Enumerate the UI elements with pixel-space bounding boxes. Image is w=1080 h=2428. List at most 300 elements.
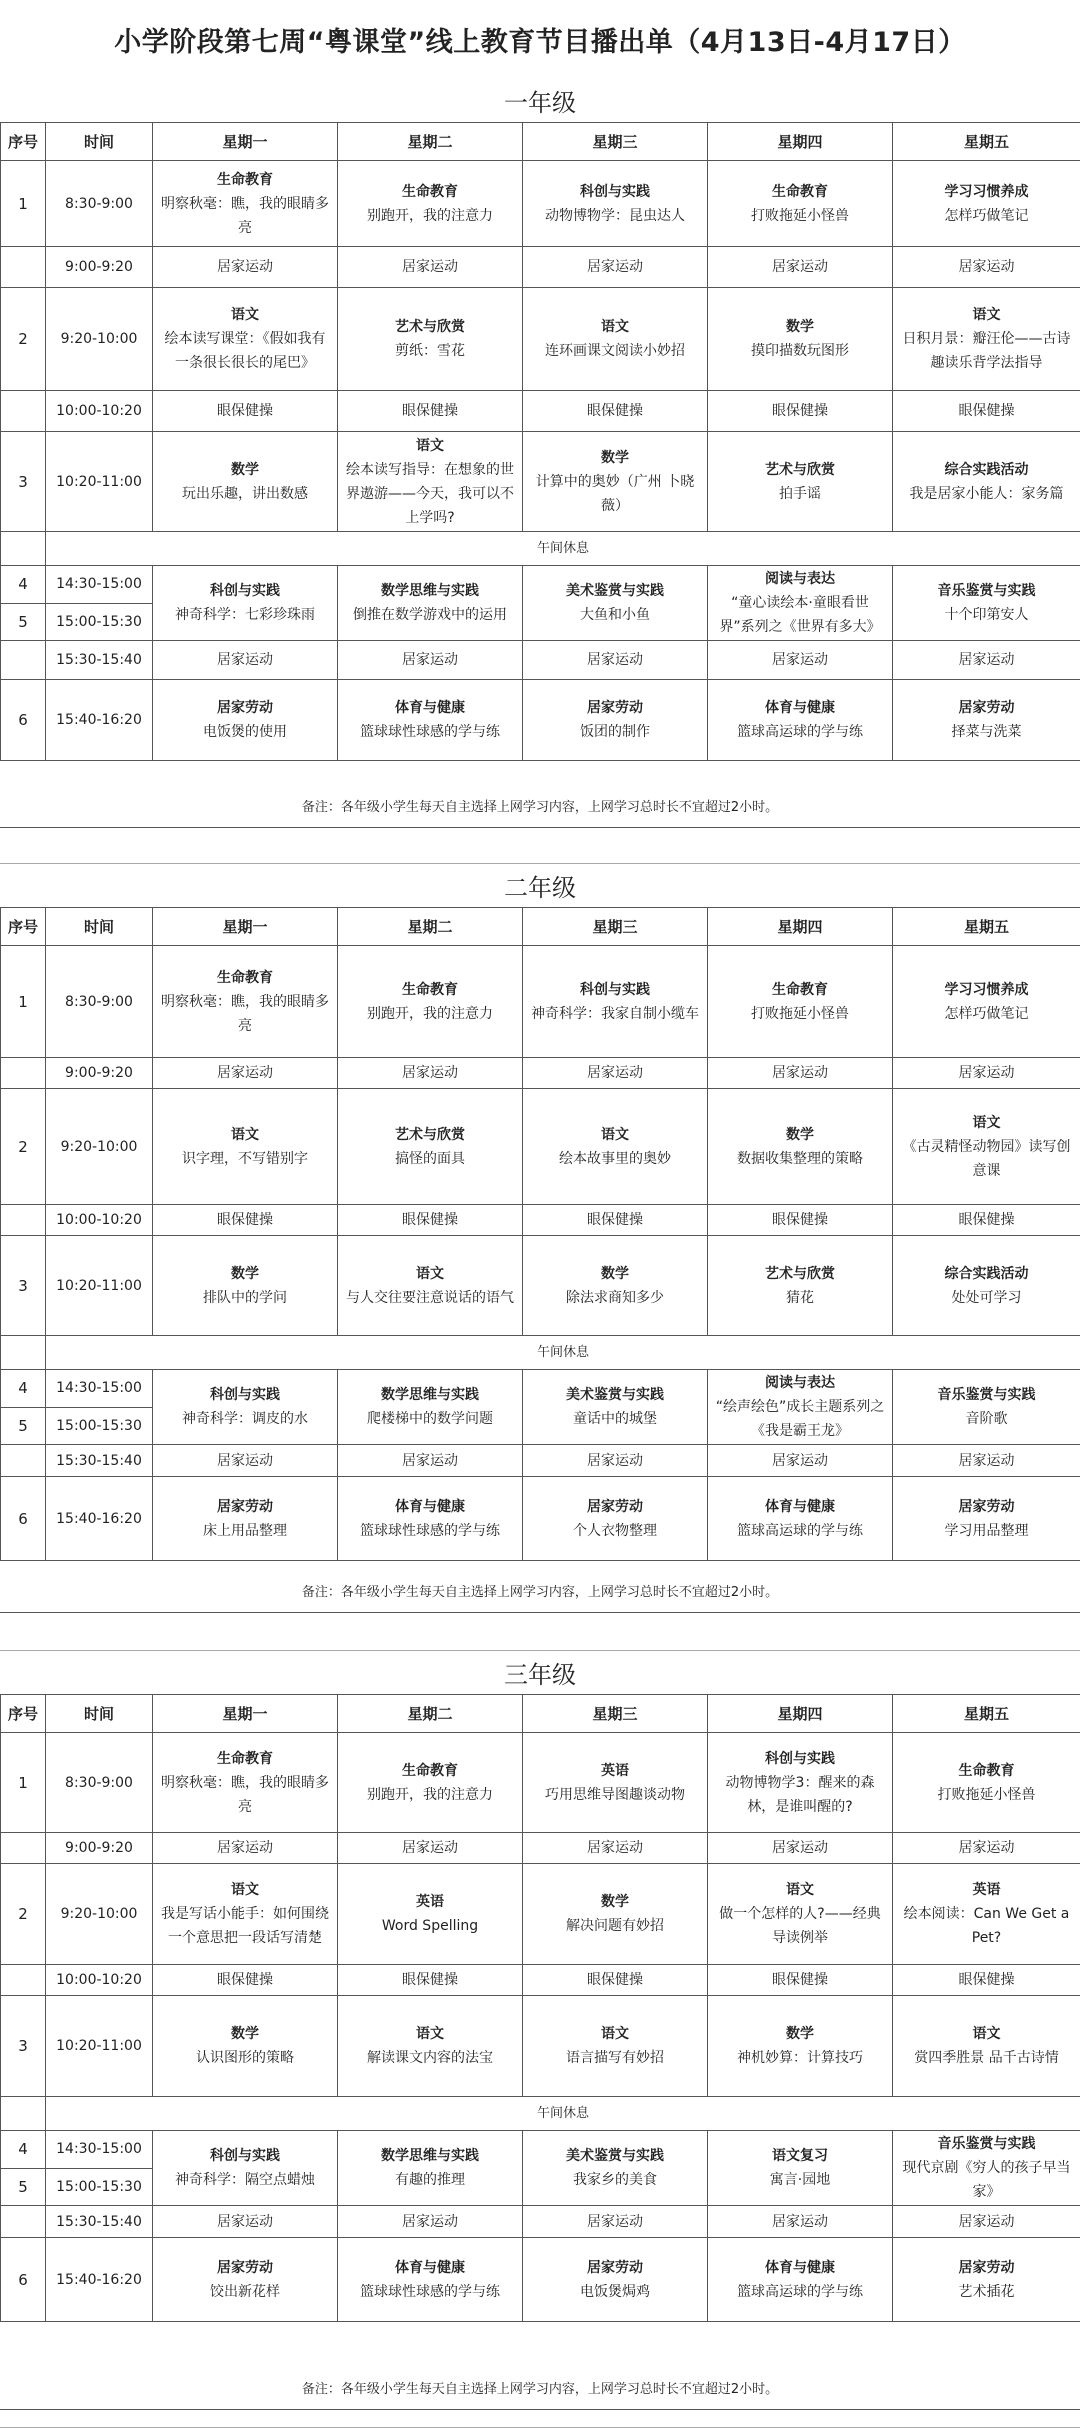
lesson-topic: 别跑开，我的注意力: [345, 1783, 515, 1807]
lesson-cell: [708, 2238, 893, 2322]
lesson-cell: [893, 2131, 1080, 2206]
session-number: 4: [1, 1370, 46, 1408]
lesson-topic: 解读课文内容的法宝: [345, 2046, 515, 2070]
lesson-subject: 居家劳动: [900, 696, 1073, 720]
lesson-subject: 科创与实践: [715, 1747, 885, 1771]
lesson-subject: 生命教育: [900, 1759, 1073, 1783]
lesson-cell: [153, 1996, 338, 2097]
lesson-subject: 综合实践活动: [900, 458, 1073, 482]
lesson-subject: 居家劳动: [530, 1495, 700, 1519]
activity-cell: 居家运动: [708, 1058, 893, 1089]
lesson-subject: 科创与实践: [160, 2144, 330, 2168]
lesson-subject: 语文: [900, 1111, 1073, 1135]
activity-cell: 居家运动: [338, 247, 523, 288]
session-number: 5: [1, 2168, 46, 2206]
lesson-subject: 体育与健康: [345, 2256, 515, 2280]
empty-cell: [1, 391, 46, 432]
lesson-topic: 神奇科学：七彩珍珠雨: [160, 603, 330, 627]
lesson-cell: [338, 161, 523, 247]
activity-cell: 居家运动: [338, 1058, 523, 1089]
time-cell: 8:30-9:00: [46, 161, 153, 247]
time-cell: 15:00-15:30: [46, 2168, 153, 2206]
schedule-table: [0, 907, 1080, 1561]
lesson-subject: 生命教育: [345, 1759, 515, 1783]
lesson-topic: 我是居家小能人：家务篇: [900, 482, 1073, 506]
activity-cell: 眼保健操: [708, 1965, 893, 1996]
lesson-cell: [338, 946, 523, 1058]
lesson-cell: [893, 288, 1080, 391]
time-cell: 15:30-15:40: [46, 641, 153, 680]
header-cell: 时间: [46, 123, 153, 161]
lesson-subject: 语文: [530, 315, 700, 339]
lesson-topic: 绘本读写课堂：《假如我有一条很长很长的尾巴》: [160, 327, 330, 375]
lesson-cell: [338, 566, 523, 641]
lesson-cell: [708, 432, 893, 532]
lesson-topic: 爬楼梯中的数学问题: [345, 1407, 515, 1431]
lesson-subject: 数学: [715, 2022, 885, 2046]
lesson-subject: 语文: [530, 1123, 700, 1147]
lesson-subject: 美术鉴赏与实践: [530, 1383, 700, 1407]
header-cell: 星期三: [523, 123, 708, 161]
lesson-topic: 明察秋毫：瞧，我的眼睛多亮: [160, 990, 330, 1038]
lesson-topic: 打败拖延小怪兽: [715, 1002, 885, 1026]
lesson-subject: 阅读与表达: [715, 567, 885, 591]
session-number: 4: [1, 2131, 46, 2169]
lesson-topic: 电饭煲焗鸡: [530, 2280, 700, 2304]
session-number: 3: [1, 1236, 46, 1336]
activity-row: [1, 1445, 1080, 1477]
lesson-cell: [708, 1996, 893, 2097]
lesson-topic: 现代京剧《穷人的孩子早当家》: [900, 2156, 1073, 2204]
lesson-cell: [153, 161, 338, 247]
lesson-cell: [338, 2131, 523, 2206]
lesson-row: [1, 2238, 1080, 2322]
header-cell: 星期四: [708, 1695, 893, 1733]
lesson-subject: 数学: [160, 2022, 330, 2046]
lesson-topic: 择菜与洗菜: [900, 720, 1073, 744]
time-cell: 15:00-15:30: [46, 1407, 153, 1445]
lesson-subject: 生命教育: [345, 180, 515, 204]
lesson-subject: 居家劳动: [530, 696, 700, 720]
lesson-cell: [893, 1477, 1080, 1561]
activity-cell: 居家运动: [523, 641, 708, 680]
time-cell: 9:20-10:00: [46, 288, 153, 391]
lesson-subject: 语文: [345, 2022, 515, 2046]
lesson-topic: 日积月景：瓣汪伦——古诗趣读乐背学法指导: [900, 327, 1073, 375]
lesson-cell: [893, 946, 1080, 1058]
lesson-row: [1, 1733, 1080, 1833]
lesson-topic: 巧用思维导图趣谈动物: [530, 1783, 700, 1807]
lesson-cell: [523, 680, 708, 761]
lesson-topic: 篮球高运球的学与练: [715, 1519, 885, 1543]
activity-row: [1, 2206, 1080, 2238]
activity-cell: 居家运动: [893, 247, 1080, 288]
lesson-topic: 处处可学习: [900, 1286, 1073, 1310]
session-number: 1: [1, 946, 46, 1058]
lesson-subject: 艺术与欣赏: [345, 315, 515, 339]
lesson-topic: Word Spelling: [345, 1914, 515, 1938]
lesson-row: [1, 946, 1080, 1058]
lesson-cell: [523, 1089, 708, 1205]
lesson-cell: [523, 2238, 708, 2322]
footnote: 备注：各年级小学生每天自主选择上网学习内容，上网学习总时长不宜超过2小时。: [0, 2365, 1080, 2410]
header-cell: 星期一: [153, 123, 338, 161]
lesson-subject: 体育与健康: [715, 2256, 885, 2280]
lesson-topic: 篮球球性球感的学与练: [345, 720, 515, 744]
lunch-break-label: 午间休息: [46, 532, 1080, 566]
lesson-topic: 玩出乐趣，讲出数感: [160, 482, 330, 506]
lesson-subject: 居家劳动: [900, 2256, 1073, 2280]
activity-row: [1, 1205, 1080, 1236]
lesson-row: [1, 680, 1080, 761]
lesson-topic: 童话中的城堡: [530, 1407, 700, 1431]
activity-cell: 眼保健操: [893, 1965, 1080, 1996]
lesson-topic: 识字理，不写错别字: [160, 1147, 330, 1171]
lesson-topic: 数据收集整理的策略: [715, 1147, 885, 1171]
activity-row: [1, 1965, 1080, 1996]
lesson-cell: [338, 1477, 523, 1561]
footnote: 备注：各年级小学生每天自主选择上网学习内容，上网学习总时长不宜超过2小时。: [0, 1568, 1080, 1613]
lesson-cell: [523, 1370, 708, 1445]
lesson-topic: 动物博物学：昆虫达人: [530, 204, 700, 228]
time-cell: 9:20-10:00: [46, 1864, 153, 1965]
lesson-cell: [153, 1477, 338, 1561]
session-number: 6: [1, 680, 46, 761]
lesson-cell: [153, 1370, 338, 1445]
time-cell: 15:40-16:20: [46, 680, 153, 761]
lesson-cell: [153, 1864, 338, 1965]
lesson-row: [1, 2131, 1080, 2169]
activity-cell: 眼保健操: [893, 1205, 1080, 1236]
lesson-cell: [153, 680, 338, 761]
empty-cell: [1, 1205, 46, 1236]
lesson-subject: 音乐鉴赏与实践: [900, 579, 1073, 603]
session-number: 1: [1, 1733, 46, 1833]
header-cell: 星期四: [708, 123, 893, 161]
header-row: [1, 908, 1080, 946]
activity-cell: 居家运动: [893, 1833, 1080, 1864]
lesson-row: [1, 432, 1080, 532]
lesson-topic: 猜花: [715, 1286, 885, 1310]
lunch-break-row: [1, 1336, 1080, 1370]
lesson-cell: [523, 566, 708, 641]
time-cell: 9:00-9:20: [46, 1833, 153, 1864]
activity-cell: 居家运动: [893, 641, 1080, 680]
empty-cell: [1, 532, 46, 566]
lesson-subject: 语文: [900, 303, 1073, 327]
lesson-cell: [523, 1477, 708, 1561]
header-row: [1, 1695, 1080, 1733]
time-cell: 15:30-15:40: [46, 1445, 153, 1477]
lesson-cell: [708, 1733, 893, 1833]
lesson-cell: [893, 1733, 1080, 1833]
session-number: 2: [1, 288, 46, 391]
lesson-cell: [338, 1733, 523, 1833]
lesson-topic: 倒推在数学游戏中的运用: [345, 603, 515, 627]
grade-title: 一年级: [0, 78, 1080, 123]
lesson-subject: 科创与实践: [530, 180, 700, 204]
time-cell: 14:30-15:00: [46, 1370, 153, 1408]
lesson-cell: [523, 161, 708, 247]
lesson-cell: [523, 2131, 708, 2206]
lesson-row: [1, 1370, 1080, 1408]
session-number: 4: [1, 566, 46, 604]
lesson-subject: 音乐鉴赏与实践: [900, 2132, 1073, 2156]
grade-title: 三年级: [0, 1650, 1080, 1695]
lesson-subject: 阅读与表达: [715, 1371, 885, 1395]
lesson-cell: [338, 1996, 523, 2097]
lesson-topic: 篮球高运球的学与练: [715, 720, 885, 744]
lesson-subject: 体育与健康: [345, 1495, 515, 1519]
lesson-subject: 数学思维与实践: [345, 1383, 515, 1407]
lesson-cell: [338, 1089, 523, 1205]
lesson-topic: 艺术插花: [900, 2280, 1073, 2304]
activity-cell: 居家运动: [523, 1833, 708, 1864]
lesson-cell: [523, 432, 708, 532]
lesson-topic: 我家乡的美食: [530, 2168, 700, 2192]
lesson-subject: 数学思维与实践: [345, 579, 515, 603]
lesson-cell: [708, 1370, 893, 1445]
time-cell: 8:30-9:00: [46, 946, 153, 1058]
lesson-topic: 电饭煲的使用: [160, 720, 330, 744]
section-gap: [0, 1612, 1080, 1651]
lunch-break-row: [1, 532, 1080, 566]
lesson-subject: 数学: [530, 1890, 700, 1914]
header-cell: 时间: [46, 1695, 153, 1733]
lesson-topic: 剪纸：雪花: [345, 339, 515, 363]
activity-cell: 居家运动: [153, 2206, 338, 2238]
lesson-subject: 艺术与欣赏: [345, 1123, 515, 1147]
activity-cell: 眼保健操: [708, 391, 893, 432]
activity-cell: 居家运动: [893, 2206, 1080, 2238]
activity-cell: 眼保健操: [338, 1205, 523, 1236]
lesson-topic: 饭团的制作: [530, 720, 700, 744]
lesson-topic: 拍手谣: [715, 482, 885, 506]
lunch-break-label: 午间休息: [46, 1336, 1080, 1370]
lesson-topic: 《古灵精怪动物园》读写创意课: [900, 1135, 1073, 1183]
lesson-topic: 神机妙算：计算技巧: [715, 2046, 885, 2070]
lesson-subject: 语文: [160, 303, 330, 327]
lesson-cell: [153, 288, 338, 391]
empty-cell: [1, 2097, 46, 2131]
time-cell: 9:20-10:00: [46, 1089, 153, 1205]
session-number: 3: [1, 432, 46, 532]
lesson-row: [1, 1089, 1080, 1205]
activity-cell: 居家运动: [708, 641, 893, 680]
lesson-topic: 饺出新花样: [160, 2280, 330, 2304]
lesson-topic: 打败拖延小怪兽: [715, 204, 885, 228]
activity-cell: 居家运动: [523, 2206, 708, 2238]
activity-row: [1, 391, 1080, 432]
lesson-topic: 计算中的奥妙（广州 卜晓薇）: [530, 470, 700, 518]
lesson-cell: [153, 566, 338, 641]
lesson-topic: 除法求商知多少: [530, 1286, 700, 1310]
lesson-topic: 打败拖延小怪兽: [900, 1783, 1073, 1807]
lesson-cell: [893, 566, 1080, 641]
empty-cell: [1, 1965, 46, 1996]
session-number: 3: [1, 1996, 46, 2097]
activity-cell: 居家运动: [893, 1058, 1080, 1089]
lesson-topic: 十个印第安人: [900, 603, 1073, 627]
lesson-cell: [153, 1733, 338, 1833]
time-cell: 10:20-11:00: [46, 1236, 153, 1336]
lunch-break-label: 午间休息: [46, 2097, 1080, 2131]
lesson-cell: [708, 1236, 893, 1336]
lesson-cell: [153, 1089, 338, 1205]
time-cell: 9:00-9:20: [46, 247, 153, 288]
activity-row: [1, 1833, 1080, 1864]
lesson-subject: 居家劳动: [160, 1495, 330, 1519]
lesson-cell: [523, 1733, 708, 1833]
session-number: 6: [1, 1477, 46, 1561]
lesson-topic: 别跑开，我的注意力: [345, 1002, 515, 1026]
lesson-cell: [338, 288, 523, 391]
lesson-subject: 生命教育: [715, 978, 885, 1002]
lesson-subject: 语文: [715, 1878, 885, 1902]
lesson-topic: 绘本故事里的奥妙: [530, 1147, 700, 1171]
lesson-topic: 床上用品整理: [160, 1519, 330, 1543]
lesson-subject: 科创与实践: [160, 1383, 330, 1407]
time-cell: 15:40-16:20: [46, 1477, 153, 1561]
lesson-cell: [523, 288, 708, 391]
lesson-subject: 体育与健康: [715, 1495, 885, 1519]
lesson-subject: 语文: [160, 1878, 330, 1902]
lesson-subject: 英语: [345, 1890, 515, 1914]
header-cell: 时间: [46, 908, 153, 946]
lesson-cell: [893, 2238, 1080, 2322]
lesson-subject: 生命教育: [160, 1747, 330, 1771]
header-cell: 星期二: [338, 123, 523, 161]
lesson-subject: 语文: [345, 434, 515, 458]
lesson-topic: 认识图形的策略: [160, 2046, 330, 2070]
lesson-topic: 篮球球性球感的学与练: [345, 1519, 515, 1543]
lesson-cell: [708, 1477, 893, 1561]
footnote: 备注：各年级小学生每天自主选择上网学习内容，上网学习总时长不宜超过2小时。: [0, 783, 1080, 828]
grade-title: 二年级: [0, 863, 1080, 908]
lesson-topic: 篮球球性球感的学与练: [345, 2280, 515, 2304]
session-number: 2: [1, 1089, 46, 1205]
lesson-subject: 科创与实践: [530, 978, 700, 1002]
lesson-cell: [893, 680, 1080, 761]
lesson-subject: 数学思维与实践: [345, 2144, 515, 2168]
time-cell: 10:00-10:20: [46, 1965, 153, 1996]
lesson-subject: 英语: [530, 1759, 700, 1783]
time-cell: 10:00-10:20: [46, 1205, 153, 1236]
lesson-topic: 篮球高运球的学与练: [715, 2280, 885, 2304]
session-number: 5: [1, 603, 46, 641]
lesson-cell: [708, 680, 893, 761]
lesson-row: [1, 1996, 1080, 2097]
lesson-topic: 解决问题有妙招: [530, 1914, 700, 1938]
lesson-subject: 语文: [160, 1123, 330, 1147]
header-cell: 星期一: [153, 908, 338, 946]
lesson-subject: 数学: [530, 446, 700, 470]
header-cell: 星期二: [338, 1695, 523, 1733]
lesson-subject: 学习习惯养成: [900, 180, 1073, 204]
lesson-subject: 数学: [715, 315, 885, 339]
lesson-subject: 生命教育: [345, 978, 515, 1002]
lesson-cell: [523, 1236, 708, 1336]
activity-cell: 居家运动: [338, 1445, 523, 1477]
activity-cell: 居家运动: [523, 247, 708, 288]
lesson-subject: 生命教育: [715, 180, 885, 204]
lesson-subject: 美术鉴赏与实践: [530, 579, 700, 603]
session-number: 2: [1, 1864, 46, 1965]
time-cell: 14:30-15:00: [46, 2131, 153, 2169]
header-cell: 序号: [1, 1695, 46, 1733]
lesson-subject: 居家劳动: [530, 2256, 700, 2280]
lesson-cell: [338, 2238, 523, 2322]
lesson-subject: 英语: [900, 1878, 1073, 1902]
lesson-topic: 学习用品整理: [900, 1519, 1073, 1543]
lesson-subject: 语文: [345, 1262, 515, 1286]
lesson-topic: “童心读绘本·童眼看世界”系列之《世界有多大》: [715, 591, 885, 639]
time-cell: 15:40-16:20: [46, 2238, 153, 2322]
header-cell: 星期二: [338, 908, 523, 946]
lesson-cell: [893, 1996, 1080, 2097]
lesson-cell: [523, 1864, 708, 1965]
lesson-topic: 明察秋毫：瞧，我的眼睛多亮: [160, 192, 330, 240]
lesson-subject: 艺术与欣赏: [715, 1262, 885, 1286]
lesson-cell: [708, 161, 893, 247]
time-cell: 9:00-9:20: [46, 1058, 153, 1089]
activity-cell: 居家运动: [153, 1445, 338, 1477]
lesson-subject: 居家劳动: [160, 696, 330, 720]
lesson-subject: 体育与健康: [715, 696, 885, 720]
activity-cell: 眼保健操: [523, 1965, 708, 1996]
lesson-row: [1, 161, 1080, 247]
lesson-topic: 搞怪的面具: [345, 1147, 515, 1171]
lesson-subject: 居家劳动: [900, 1495, 1073, 1519]
lesson-cell: [153, 1236, 338, 1336]
activity-row: [1, 1058, 1080, 1089]
session-number: 5: [1, 1407, 46, 1445]
session-number: 1: [1, 161, 46, 247]
activity-cell: 眼保健操: [153, 1205, 338, 1236]
lesson-topic: 有趣的推理: [345, 2168, 515, 2192]
activity-cell: 眼保健操: [893, 391, 1080, 432]
empty-cell: [1, 641, 46, 680]
lesson-topic: 神奇科学：调皮的水: [160, 1407, 330, 1431]
lesson-row: [1, 1236, 1080, 1336]
time-cell: 14:30-15:00: [46, 566, 153, 604]
lesson-subject: 数学: [160, 1262, 330, 1286]
lesson-subject: 居家劳动: [160, 2256, 330, 2280]
lesson-topic: 与人交往要注意说话的语气: [345, 1286, 515, 1310]
activity-cell: 居家运动: [153, 1058, 338, 1089]
time-cell: 15:30-15:40: [46, 2206, 153, 2238]
lesson-cell: [153, 2238, 338, 2322]
header-cell: 星期五: [893, 908, 1080, 946]
time-cell: 8:30-9:00: [46, 1733, 153, 1833]
lesson-topic: 神奇科学：我家自制小缆车: [530, 1002, 700, 1026]
activity-row: [1, 247, 1080, 288]
empty-cell: [1, 247, 46, 288]
activity-cell: 居家运动: [523, 1445, 708, 1477]
lesson-row: [1, 1477, 1080, 1561]
activity-cell: 居家运动: [893, 1445, 1080, 1477]
lesson-topic: 动物博物学3：醒来的森林，是谁叫醒的?: [715, 1771, 885, 1819]
empty-cell: [1, 1445, 46, 1477]
lesson-topic: “绘声绘色”成长主题系列之《我是霸王龙》: [715, 1395, 885, 1443]
activity-cell: 眼保健操: [338, 391, 523, 432]
section-gap: [0, 2409, 1080, 2428]
time-cell: 10:20-11:00: [46, 432, 153, 532]
activity-row: [1, 641, 1080, 680]
header-cell: 星期三: [523, 1695, 708, 1733]
lesson-topic: 排队中的学问: [160, 1286, 330, 1310]
lesson-subject: 语文: [900, 2022, 1073, 2046]
